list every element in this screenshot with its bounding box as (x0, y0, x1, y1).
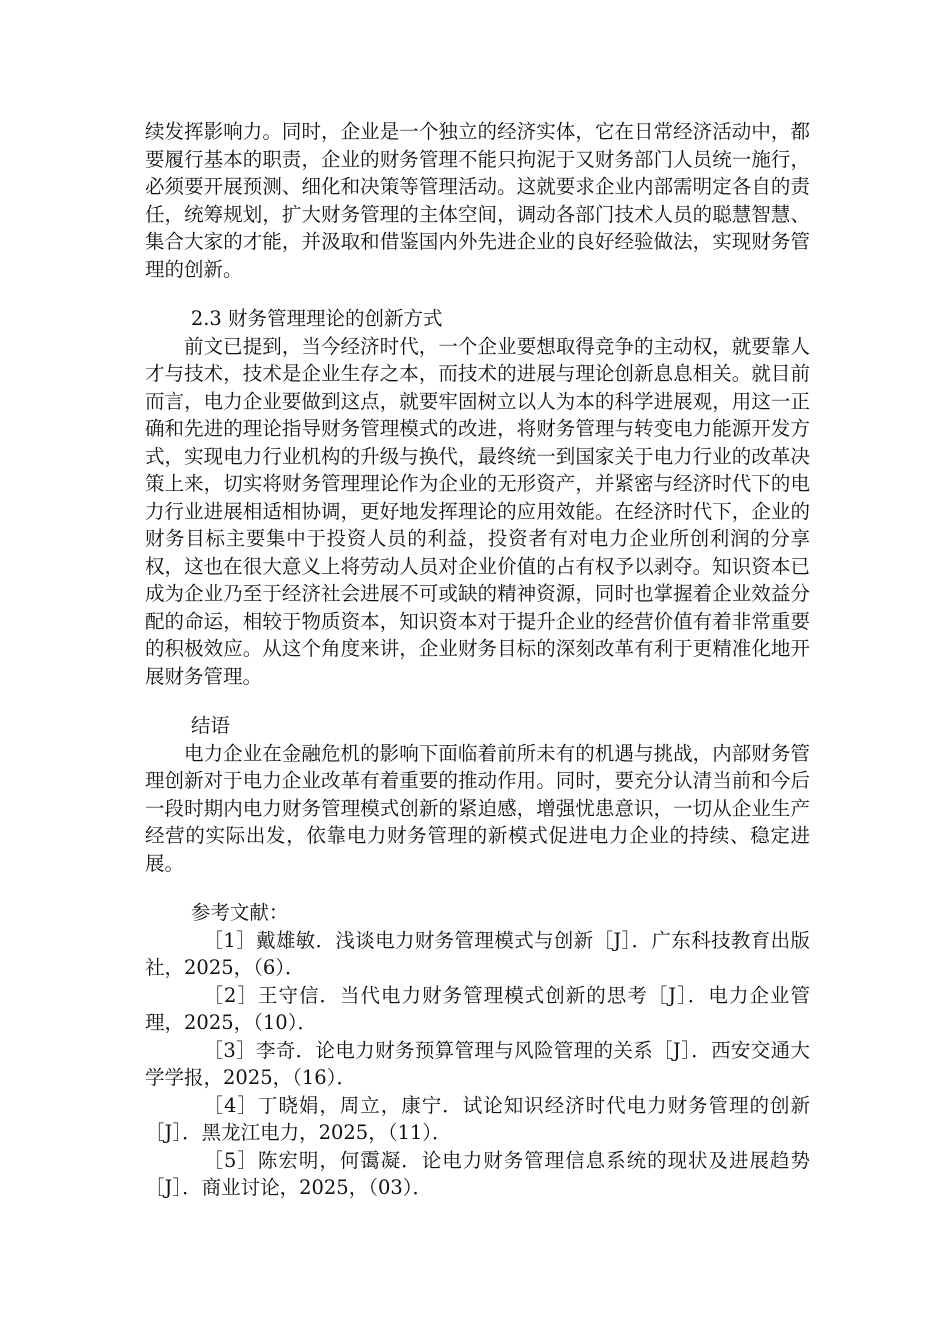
reference-item: ［4］丁晓娟，周立，康宁．试论知识经济时代电力财务管理的创新［J］．黑龙江电力，2025，（11）． (145, 1093, 810, 1144)
references-heading: 参考文献： (190, 901, 289, 924)
reference-item: ［1］戴雄敏．浅谈电力财务管理模式与创新［J］．广东科技教育出版社，2025，（6）． (145, 928, 810, 979)
section-heading: 2.3 财务管理理论的创新方式 (190, 307, 443, 330)
spacer (145, 283, 810, 305)
reference-item: ［2］王守信．当代电力财务管理模式创新的思考［J］．电力企业管理，2025，（10）． (145, 983, 810, 1034)
references-list (145, 927, 810, 1202)
reference-item: ［3］李奇．论电力财务预算管理与风险管理的关系［J］．西安交通大学学报，2025，（16）． (145, 1038, 810, 1089)
intro-paragraph: 续发挥影响力。同时，企业是一个独立的经济实体，它在日常经济活动中，都要履行基本的职责，企业的财务管理不能只拘泥于又财务部门人员统一施行，必须要开展预测、细化和决策等管理活动。这就要求企业内部需明定各自的责任，统筹规划，扩大财务管理的主体空间，调动各部门技术人员的聪慧智慧、集合大家的才能，并汲取和借鉴国内外先进企业的良好经验做法，实现财务管理的创新。 (145, 120, 810, 281)
reference-item: ［5］陈宏明，何霭凝．论电力财务管理信息系统的现状及进展趋势［J］．商业讨论，2025，（03）． (145, 1148, 810, 1199)
spacer (145, 690, 810, 712)
spacer (145, 877, 810, 899)
conclusion-paragraph: 电力企业在金融危机的影响下面临着前所未有的机遇与挑战，内部财务管理创新对于电力企业改革有着重要的推动作用。同时，要充分认清当前和今后一段时期内电力财务管理模式创新的紧迫感，增强忧患意识，一切从企业生产经营的实际出发，依靠电力财务管理的新模式促进电力企业的持续、稳定进展。 (145, 741, 810, 875)
document-page (145, 118, 810, 1202)
conclusion-heading: 结语 (190, 714, 230, 737)
section-paragraph: 前文已提到，当今经济时代，一个企业要想取得竞争的主动权，就要靠人才与技术，技术是企业生存之本，而技术的进展与理论创新息息相关。就目前而言，电力企业要做到这点，就要牢固树立以人为本的科学进展观，用这一正确和先进的理论指导财务管理模式的改进，将财务管理与转变电力能源开发方式，实现电力行业机构的升级与换代，最终统一到国家关于电力行业的改革决策上来，切实将财务管理理论作为企业的无形资产，并紧密与经济时代下的电力行业进展相适相协调，更好地发挥理论的应用效能。在经济时代下，企业的财务目标主要集中于投资人员的利益，投资者有对电力企业所创利润的分享权，这也在很大意义上将劳动人员对企业价值的占有权予以剥夺。知识资本已成为企业乃至于经济社会进展不可或缺的精神资源，同时也掌握着企业效益分配的命运，相较于物质资本，知识资本对于提升企业的经营价值有着非常重要的积极效应。从这个角度来讲，企业财务目标的深刻改革有利于更精准化地开展财务管理。 (145, 334, 810, 688)
